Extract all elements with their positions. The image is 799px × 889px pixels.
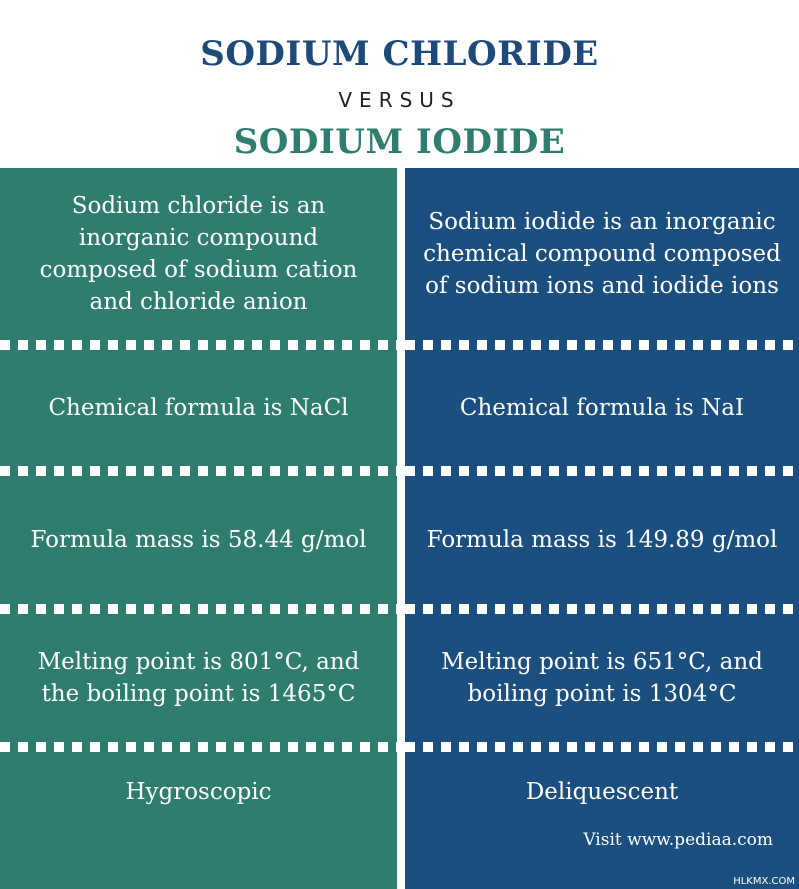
title-sodium-iodide: SODIUM IODIDE (233, 122, 566, 162)
row-points-right: Melting point is 651°C, and boiling point is 1304°C (441, 649, 763, 707)
row-separator (0, 340, 397, 350)
header (0, 0, 799, 168)
row-property-right: Deliquescent (525, 779, 679, 805)
versus-label: VERSUS (338, 88, 461, 112)
sodium-chloride-column (0, 168, 397, 889)
row-separator (405, 742, 799, 752)
row-mass-left: Formula mass is 58.44 g/mol (30, 527, 367, 553)
row-definition-left: Sodium chloride is an inorganic compound composed of sodium cation and chloride anion (39, 193, 358, 315)
footer-credit: Visit www.pediaa.com (583, 830, 773, 850)
row-separator (405, 340, 799, 350)
row-mass-right: Formula mass is 149.89 g/mol (426, 527, 778, 553)
row-separator (0, 742, 397, 752)
watermark: HLKMX.COM (733, 876, 795, 887)
row-separator (405, 604, 799, 614)
title-sodium-chloride: SODIUM CHLORIDE (200, 34, 599, 74)
row-separator (0, 466, 397, 476)
row-property-left: Hygroscopic (125, 779, 272, 805)
row-definition-right: Sodium iodide is an inorganic chemical compound composed of sodium ions and iodide ions (423, 209, 781, 299)
sodium-iodide-column (405, 168, 799, 889)
row-formula-left: Chemical formula is NaCl (48, 395, 349, 421)
row-separator (405, 466, 799, 476)
row-formula-right: Chemical formula is NaI (459, 395, 745, 421)
row-points-left: Melting point is 801°C, and the boiling point is 1465°C (37, 649, 360, 707)
column-divider (397, 168, 405, 889)
row-separator (0, 604, 397, 614)
